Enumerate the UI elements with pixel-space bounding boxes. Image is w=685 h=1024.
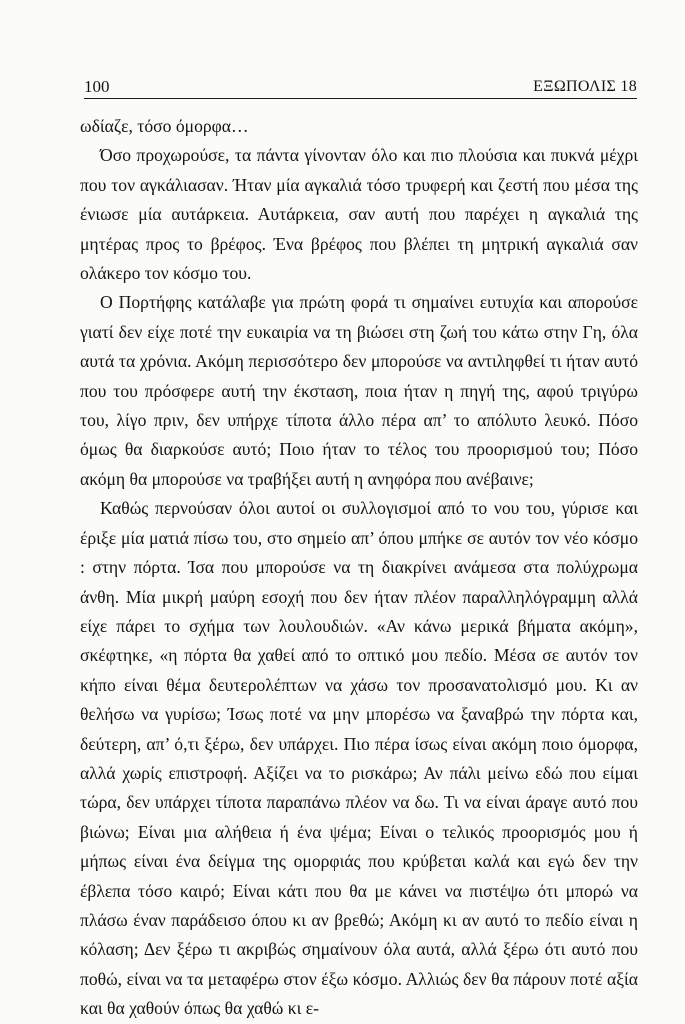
body-text (80, 112, 638, 1024)
paragraph: Ο Πορτήφης κατάλαβε για πρώτη φορά τι σημαίνει ευτυχία και απορούσε γιατί δεν είχε ποτέ την ευκαιρία να τη βιώσει στη ζωή του κάτω στην Γη, όλα αυτά τα χρόνια. Ακόμη περισσότερο δεν μπορούσε να αντιληφθεί τι ήταν αυτό που του πρόσφερε αυτή την έκσταση, ποια ήταν η πηγή της, αφού τριγύρω του, λίγο πριν, δεν υπήρχε τίποτα άλλο πέρα απ’ το απόλυτο λευκό. Πόσο όμως θα διαρκούσε αυτό; Ποιο ήταν το τέλος του προορισμού του; Πόσο ακόμη θα μπορούσε να τραβήξει αυτή η ανηφόρα που ανέβαινε; (80, 292, 638, 489)
page-number: 100 (84, 77, 110, 96)
paragraph: Καθώς περνούσαν όλοι αυτοί οι συλλογισμοί από το νου του, γύρισε και έριξε μία ματιά πίσω του, στο σημείο απ’ όπου μπήκε σε αυτόν τον νέο κόσμο : στην πόρτα. Ίσα που μπορούσε να τη διακρίνει ανάμεσα στα πολύχρωμα άνθη. Μία μικρή μαύρη εσοχή που δεν ήταν πλέον παραλληλόγραμμη αλλά είχε πάρει το σχήμα των λουλουδιών. «Αν κάνω μερικά βήματα ακόμη», σκέφτηκε, «η πόρτα θα χαθεί από το οπτικό μου πεδίο. Μέσα σε αυτόν τον κήπο είναι θέμα δευτερολέπτων να χάσω τον προσανατολισμό μου. Κι αν θελήσω να γυρίσω; Ίσως ποτέ να μην μπορέσω να ξαναβρώ την πόρτα και, δεύτερη, απ’ ό,τι ξέρω, δεν υπάρχει. Πιο πέρα ίσως είναι ακόμη ποιο όμορφα, αλλά χωρίς επιστροφή. Αξίζει να το ρισκάρω; Αν πάλι μείνω εδώ που είμαι τώρα, δεν υπάρχει τίποτα παραπάνω πλέον να δω. Τι να είναι άραγε αυτό που βιώνω; Είναι μια αλήθεια ή ένα ψέμα; Είναι ο τελικός προορισμός μου ή μήπως είναι ένα δείγμα της ομορφιάς που κρύβεται καλά και εγώ δεν την έβλεπα τόσο καιρό; Είναι κάτι που θα με κάνει να πιστέψω ότι μπορώ να πλάσω έναν παράδεισο όπου κι αν βρεθώ; Ακόμη κι αν αυτό το πεδίο είναι η κόλαση; Δεν ξέρω τι ακριβώς σημαίνουν όλα αυτά, αλλά ξέρω ότι αυτό που ποθώ, είναι να τα μεταφέρω στον έξω κόσμο. Αλλιώς δεν θα πάρουν ποτέ αξία και θα χαθούν όπως θα χαθώ κι ε- (80, 498, 638, 1019)
running-head: ΕΞΩΠΟΛΙΣ 18 (533, 78, 637, 95)
paragraph: Όσο προχωρούσε, τα πάντα γίνονταν όλο και πιο πλούσια και πυκνά μέχρι που τον αγκάλιασαν. Ήταν μία αγκαλιά τόσο τρυφερή και ζεστή που μέσα της ένιωσε μία αυτάρκεια. Αυτάρκεια, σαν αυτή που παρέχει η αγκαλιά της μητέρας προς το βρέφος. Ένα βρέφος που βλέπει τη μητρική αγκαλιά σαν ολάκερο τον κόσμο του. (80, 145, 638, 284)
page-header (84, 76, 637, 99)
paragraph-continuation: ωδίαζε, τόσο όμορφα… (80, 116, 249, 136)
